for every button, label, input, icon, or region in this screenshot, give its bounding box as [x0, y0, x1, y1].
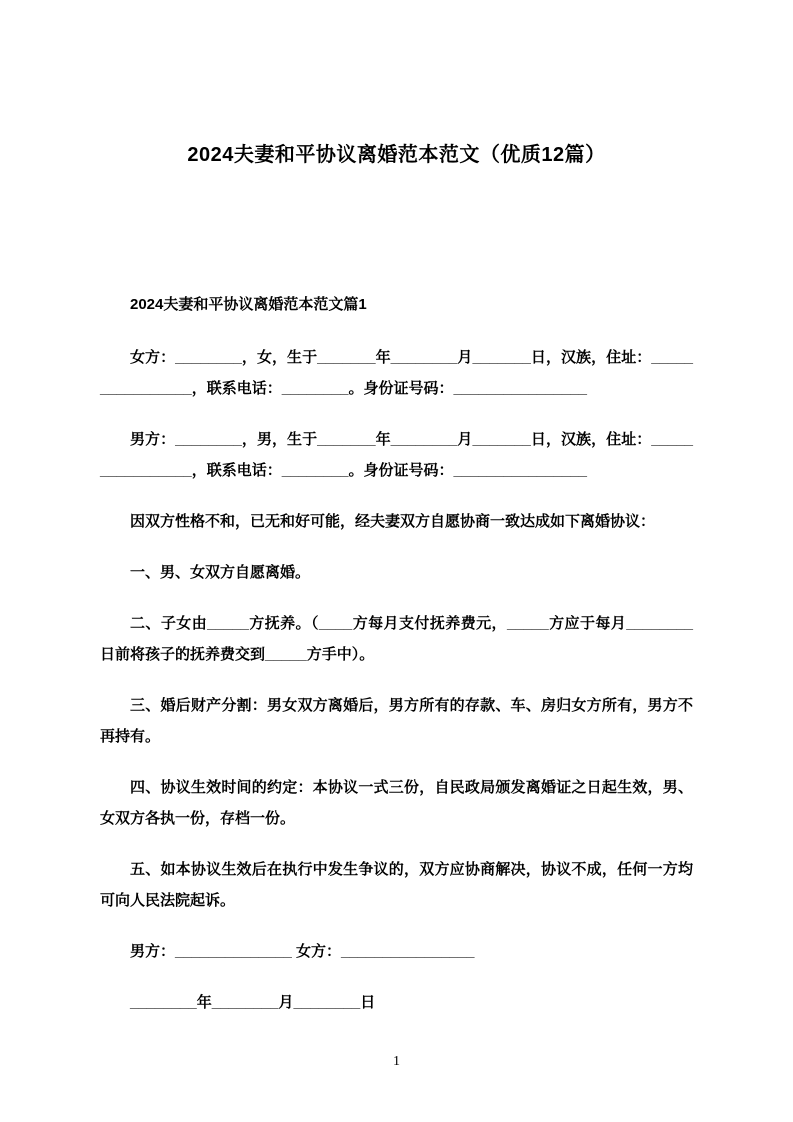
paragraph-clause-3: 三、婚后财产分割：男女双方离婚后，男方所有的存款、车、房归女方所有，男方不再持有。: [100, 697, 693, 745]
section-heading: 2024夫妻和平协议离婚范本范文篇1: [130, 296, 367, 313]
paragraph-woman-info: 女方：________，女，生于_______年________月_______日，汉族，住址：________________，联系电话：________。身份证号码：________________: [100, 349, 693, 397]
paragraph-man-info: 男方：________，男，生于_______年________月_______日，汉族，住址：________________，联系电话：________。身份证号码：________________: [100, 431, 693, 479]
document-title: 2024夫妻和平协议离婚范本范文（优质12篇）: [187, 144, 606, 166]
page-number: 1: [393, 1054, 400, 1069]
paragraph-preamble: 因双方性格不和，已无和好可能，经夫妻双方自愿协商一致达成如下离婚协议：: [130, 513, 656, 530]
paragraph-clause-4: 四、协议生效时间的约定：本协议一式三份，自民政局颁发离婚证之日起生效，男、女双方各执一份，存档一份。: [100, 779, 693, 827]
paragraph-signature-line: 男方：______________ 女方：________________: [130, 943, 475, 960]
paragraph-date-line: ________年________月________日: [130, 994, 376, 1011]
paragraph-clause-2: 二、子女由_____方抚养。（____方每月支付抚养费元，_____方应于每月________日前将孩子的抚养费交到_____方手中）。: [100, 615, 693, 663]
paragraph-clause-1: 一、男、女双方自愿离婚。: [130, 564, 311, 581]
paragraph-clause-5: 五、如本协议生效后在执行中发生争议的，双方应协商解决，协议不成，任何一方均可向人民法院起诉。: [100, 861, 693, 909]
